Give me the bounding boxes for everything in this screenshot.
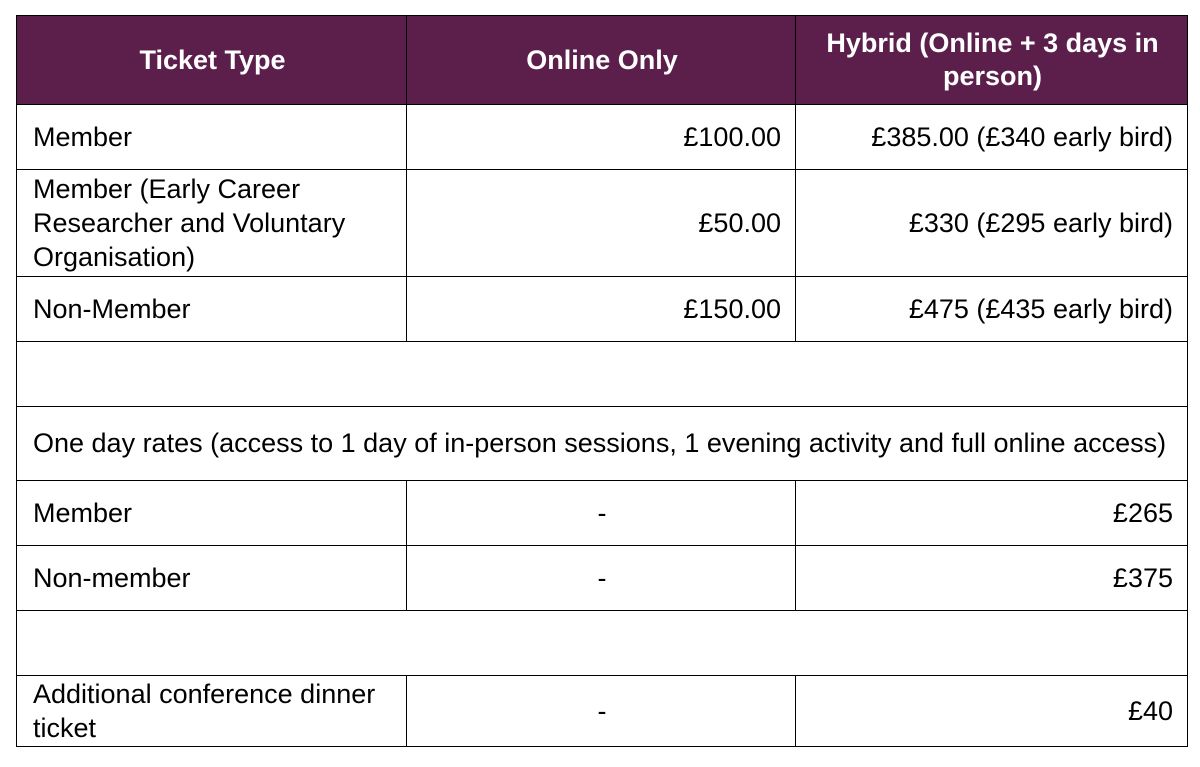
table-row <box>17 277 1188 342</box>
header-online-only: Online Only <box>407 16 796 105</box>
online-price-cell: £50.00 <box>407 170 796 277</box>
hybrid-price-cell: £375 <box>796 546 1188 611</box>
blank-spacer-row <box>17 611 1188 676</box>
ticket-type-cell: Member <box>17 481 407 546</box>
online-price-cell: - <box>407 546 796 611</box>
online-price-cell: £150.00 <box>407 277 796 342</box>
online-price-cell: £100.00 <box>407 105 796 170</box>
hybrid-price-cell: £265 <box>796 481 1188 546</box>
ticket-type-cell: Additional conference dinner ticket <box>17 676 407 747</box>
table-row <box>17 105 1188 170</box>
table-row <box>17 481 1188 546</box>
online-price-cell: - <box>407 481 796 546</box>
blank-spacer-row <box>17 342 1188 407</box>
header-ticket-type: Ticket Type <box>17 16 407 105</box>
table-body <box>17 105 1188 747</box>
online-price-cell: - <box>407 676 796 747</box>
table-row <box>17 546 1188 611</box>
hybrid-price-cell: £385.00 (£340 early bird) <box>796 105 1188 170</box>
section-label-row <box>17 407 1188 481</box>
table-row <box>17 676 1188 747</box>
ticket-type-cell: Non-Member <box>17 277 407 342</box>
header-row <box>17 16 1188 105</box>
hybrid-price-cell: £475 (£435 early bird) <box>796 277 1188 342</box>
ticket-type-cell: Non-member <box>17 546 407 611</box>
table-row <box>17 170 1188 277</box>
header-hybrid: Hybrid (Online + 3 days in person) <box>796 16 1188 105</box>
ticket-type-cell: Member <box>17 105 407 170</box>
blank-cell <box>17 342 1188 407</box>
table-header <box>17 16 1188 105</box>
hybrid-price-cell: £330 (£295 early bird) <box>796 170 1188 277</box>
blank-cell <box>17 611 1188 676</box>
hybrid-price-cell: £40 <box>796 676 1188 747</box>
ticket-pricing-table <box>16 15 1188 747</box>
one-day-rates-label: One day rates (access to 1 day of in-person sessions, 1 evening activity and full online access) <box>17 407 1188 481</box>
ticket-type-cell: Member (Early Career Researcher and Voluntary Organisation) <box>17 170 407 277</box>
